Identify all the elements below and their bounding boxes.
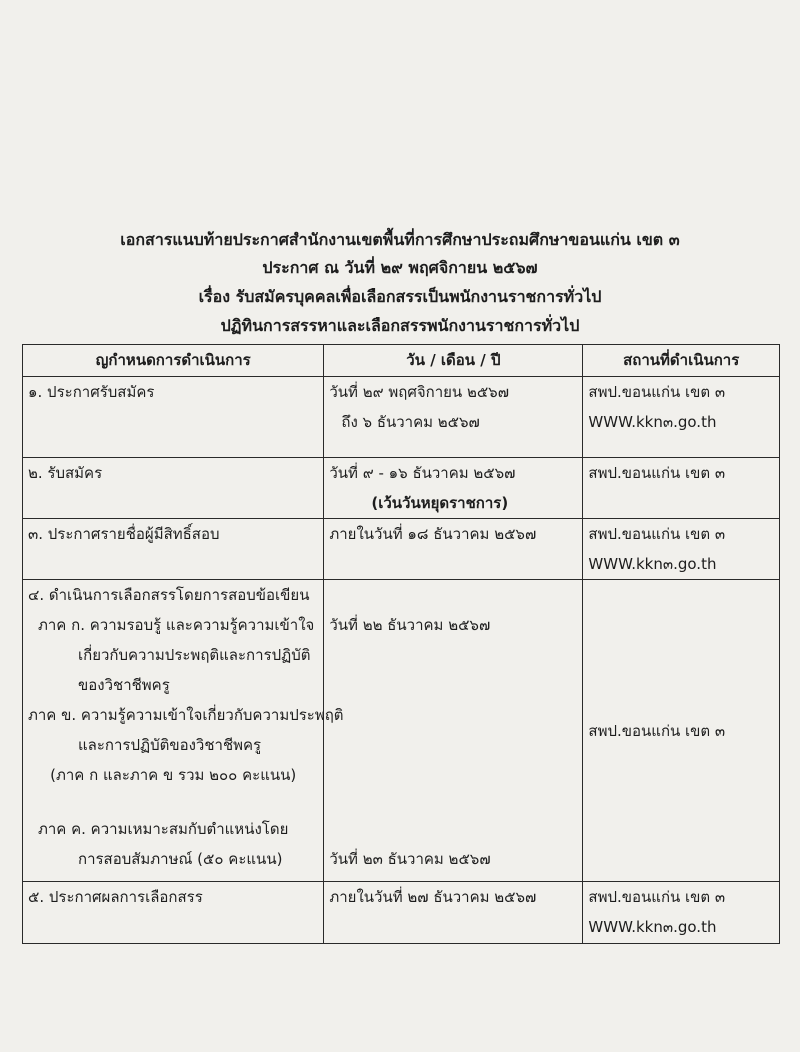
place-text: สพป.ขอนแก่น เขต ๓ — [588, 383, 726, 401]
place-cell — [583, 882, 780, 944]
task-cell — [23, 377, 324, 458]
date-cell — [324, 882, 583, 944]
date-cell — [324, 377, 583, 458]
date-text: วันที่ ๙ - ๑๖ ธันวาคม ๒๕๖๗ — [329, 464, 516, 482]
header-line-4: ปฏิทินการสรรหาและเลือกสรรพนักงานราชการทั่วไป — [220, 316, 580, 335]
date-text: วันที่ ๒๓ ธันวาคม ๒๕๖๗ — [329, 850, 491, 868]
date-text: ภายในวันที่ ๒๗ ธันวาคม ๒๕๖๗ — [329, 888, 537, 906]
column-header-place: สถานที่ดำเนินการ — [583, 345, 780, 377]
task-text: (ภาค ก และภาค ข รวม ๒๐๐ คะแนน) — [50, 766, 297, 784]
place-cell — [583, 519, 780, 580]
task-text: ๕. ประกาศผลการเลือกสรร — [28, 888, 203, 906]
date-text: ภายในวันที่ ๑๘ ธันวาคม ๒๕๖๗ — [329, 525, 537, 543]
column-header-task: ญกำหนดการดำเนินการ — [23, 345, 324, 377]
website-text: WWW.kkn๓.go.th — [588, 555, 717, 573]
task-text: เกี่ยวกับความประพฤติและการปฏิบัติ — [78, 646, 311, 664]
place-cell — [583, 377, 780, 458]
header-line-1: เอกสารแนบท้ายประกาศสำนักงานเขตพื้นที่การศึกษาประถมศึกษาขอนแก่น เขต ๓ — [120, 230, 680, 249]
schedule-table — [22, 344, 780, 944]
task-text: ภาค ก. ความรอบรู้ และความรู้ความเข้าใจ — [38, 616, 315, 634]
table-row — [23, 580, 780, 882]
task-text: ภาค ข. ความรู้ความเข้าใจเกี่ยวกับความประพฤติ — [28, 706, 344, 724]
task-text: การสอบสัมภาษณ์ (๕๐ คะแนน) — [78, 850, 283, 868]
place-text: สพป.ขอนแก่น เขต ๓ — [588, 888, 726, 906]
task-text: ๒. รับสมัคร — [28, 464, 103, 482]
header-line-3: เรื่อง รับสมัครบุคคลเพื่อเลือกสรรเป็นพนักงานราชการทั่วไป — [198, 287, 602, 306]
date-cell — [324, 580, 583, 882]
table-header-row — [23, 345, 780, 377]
table-row — [23, 519, 780, 580]
website-text: WWW.kkn๓.go.th — [588, 918, 717, 936]
table-row — [23, 458, 780, 519]
task-text: ๓. ประกาศรายชื่อผู้มีสิทธิ์สอบ — [28, 525, 220, 543]
table-row — [23, 882, 780, 944]
place-cell — [583, 580, 780, 882]
task-cell — [23, 580, 344, 882]
table-row — [23, 377, 780, 458]
date-text: วันที่ ๒๒ ธันวาคม ๒๕๖๗ — [329, 616, 491, 634]
place-text: สพป.ขอนแก่น เขต ๓ — [588, 464, 726, 482]
task-text: ๔. ดำเนินการเลือกสรรโดยการสอบข้อเขียน — [28, 586, 310, 604]
date-text: วันที่ ๒๙ พฤศจิกายน ๒๕๖๗ — [329, 383, 509, 401]
place-text: สพป.ขอนแก่น เขต ๓ — [588, 721, 726, 740]
task-text: ๑. ประกาศรับสมัคร — [28, 383, 155, 401]
date-text: ถึง ๖ ธันวาคม ๒๕๖๗ — [341, 413, 480, 431]
task-text: ภาค ค. ความเหมาะสมกับตำแหน่งโดย — [38, 820, 289, 838]
task-cell — [23, 458, 324, 519]
task-text: ของวิชาชีพครู — [78, 676, 170, 694]
place-cell — [583, 458, 780, 519]
date-note-text: (เว้นวันหยุดราชการ) — [371, 494, 509, 512]
task-cell — [23, 882, 324, 944]
task-text: และการปฏิบัติของวิชาชีพครู — [78, 736, 262, 754]
date-cell — [324, 519, 583, 580]
column-header-date: วัน / เดือน / ปี — [324, 345, 583, 377]
date-cell — [324, 458, 583, 519]
place-text: สพป.ขอนแก่น เขต ๓ — [588, 525, 726, 543]
task-cell — [23, 519, 324, 580]
header-line-2: ประกาศ ณ วันที่ ๒๙ พฤศจิกายน ๒๕๖๗ — [262, 258, 538, 277]
website-text: WWW.kkn๓.go.th — [588, 413, 717, 431]
